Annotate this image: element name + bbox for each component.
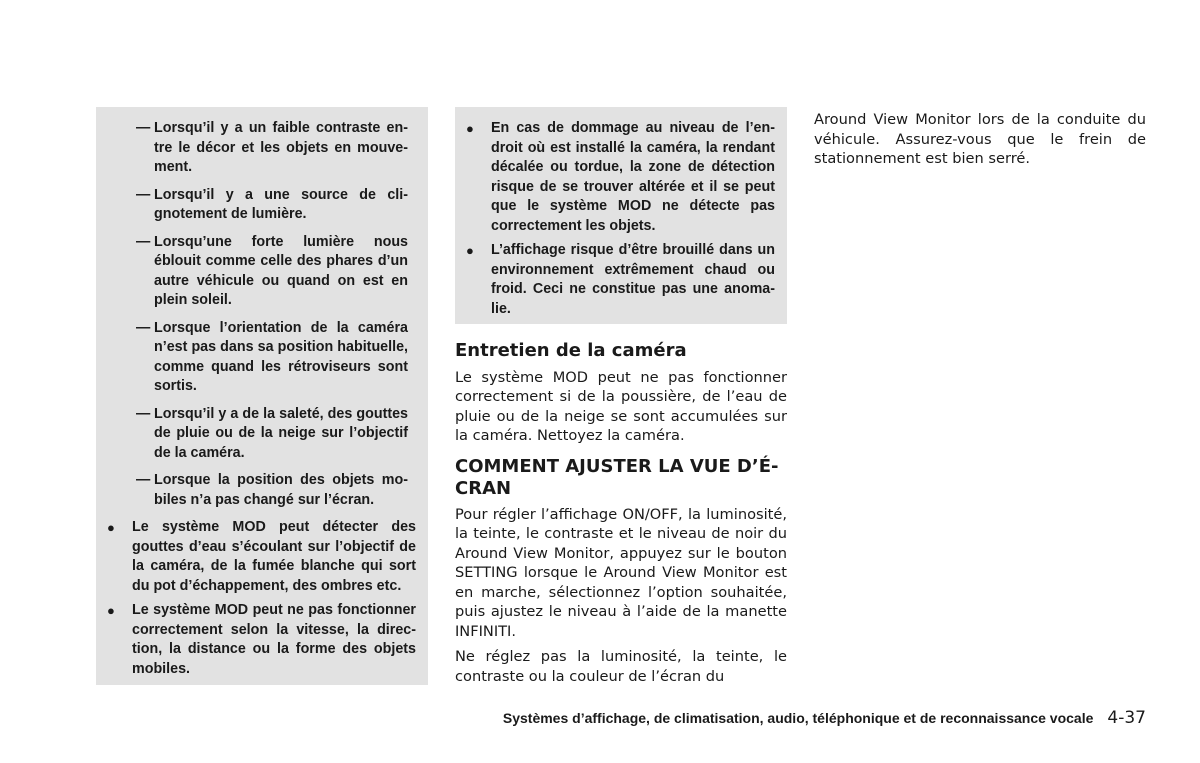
list-item-text: Le système MOD peut détecter des gouttes d’eau s’écoulant sur l’objectif de la caméra, de la fumée blanche qui sort du pot d’échappement, des ombres etc. (132, 519, 416, 594)
page-footer (503, 708, 1146, 728)
section-heading: Entretien de la caméra (455, 340, 687, 361)
bullet-marker: ● (466, 121, 474, 136)
list-item (107, 601, 416, 679)
main-column (455, 340, 787, 686)
bullet-marker: ● (107, 520, 115, 535)
list-item (136, 186, 408, 225)
list-item (466, 241, 775, 319)
paragraph: Around View Monitor lors de la conduite du véhicule. Assurez-vous que le frein de stationnement est bien serré. (814, 111, 1146, 167)
dash-marker: — (136, 186, 151, 203)
list-item-text: Lorsqu’il y a une source de clignotement de lumière. (154, 186, 408, 222)
paragraph: Pour régler l’affichage ON/OFF, la luminosité, la teinte, le contraste et le niveau de noir du Around View Monitor, appuyez sur le bouton SETTING lorsque le Around View Monitor est en marche, sélectionnez l’option souhaitée, puis ajustez le niveau à l’aide de la manette INFINITI. (455, 505, 787, 640)
paragraph: Le système MOD peut ne pas fonctionner correctement si de la poussière, de l’eau de pluie ou de la neige se sont accumulées sur la caméra. Nettoyez la caméra. (455, 368, 787, 444)
list-item (107, 518, 416, 596)
bullet-marker: ● (466, 243, 474, 258)
list-item (136, 471, 408, 510)
list-item-text: Lorsqu’une forte lumière nous éblouit comme celle des phares d’un autre véhicule ou quand on est en plein soleil. (154, 233, 408, 308)
list-item-text: L’affichage risque d’être brouillé dans un environnement extrêmement chaud ou froid. Ceci ne constitue pas une anomalie. (491, 242, 775, 317)
list-item-text: Le système MOD peut ne pas fonctionner correctement selon la vitesse, la direction, la distance ou la forme des objets mobiles. (132, 602, 416, 677)
dash-marker: — (136, 319, 151, 336)
list-item-text: Lorsque l’orientation de la caméra n’est pas dans sa position habituelle, comme quand les rétroviseurs sont sortis. (154, 319, 408, 394)
section-heading (455, 456, 787, 501)
list-item (136, 233, 408, 311)
list-item-text: Lorsqu’il y a un faible contraste entre le décor et les objets en mouvement. (154, 120, 408, 175)
warning-box-left (96, 107, 428, 685)
heading-line: COMMENT AJUSTER LA VUE D’É- (455, 455, 779, 477)
list-item (466, 119, 775, 236)
list-item (136, 405, 408, 464)
dash-marker: — (136, 233, 151, 250)
list-item (136, 119, 408, 178)
page-number: 4-37 (1107, 708, 1146, 728)
list-item-text: En cas de dommage au niveau de l’endroit où est installé la caméra, la rendant décalée ou tordue, la zone de détection risque de se trouver altérée et il se peut que le système MOD ne détecte pas correctement les objets. (491, 120, 775, 234)
right-column (814, 110, 1146, 169)
bullet-marker: ● (107, 603, 115, 618)
paragraph: Ne réglez pas la luminosité, la teinte, le contraste ou la couleur de l’écran du (455, 648, 787, 685)
section-title: Systèmes d’affichage, de climatisation, audio, téléphonique et de reconnaissance vocale (502, 710, 1094, 726)
dash-marker: — (136, 472, 151, 488)
dash-marker: — (136, 405, 151, 422)
list-item-text: Lorsqu’il y a de la saleté, des gouttes de pluie ou de la neige sur l’objectif de la caméra. (154, 405, 408, 461)
heading-line: CRAN (455, 478, 512, 499)
warning-box-middle (455, 107, 787, 324)
dash-marker: — (136, 120, 151, 136)
list-item (136, 319, 408, 397)
list-item-text: Lorsque la position des objets mobiles n’a pas changé sur l’écran. (154, 472, 408, 508)
